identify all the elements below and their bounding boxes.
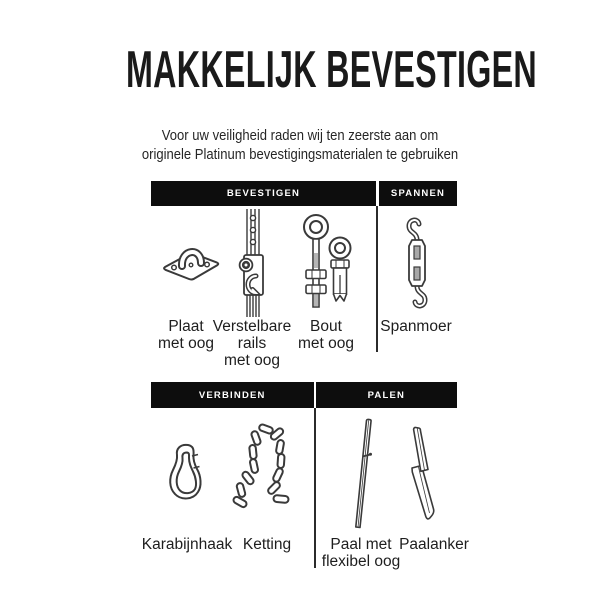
section-header-verbinden-label: VERBINDEN <box>198 389 266 401</box>
section-header-palen-label: PALEN <box>367 389 406 401</box>
label-line: met oog <box>223 352 280 369</box>
subtitle <box>30 127 570 165</box>
section-header-bevestigen <box>151 181 376 206</box>
item-label-bout-met-oog <box>276 318 376 352</box>
label-line: flexibel oog <box>321 553 401 570</box>
adjustable-rail-with-eye-icon <box>237 209 269 317</box>
plate-with-eye-icon <box>160 234 222 288</box>
pole-with-flexible-eye-icon <box>350 418 376 530</box>
turnbuckle-icon <box>401 214 433 312</box>
section-header-spannen-label: SPANNEN <box>390 188 446 199</box>
label-line: Karabijnhaak <box>141 536 233 553</box>
page-title <box>0 40 600 100</box>
label-line: Verstelbare <box>212 318 292 335</box>
section-header-bevestigen-label: BEVESTIGEN <box>226 188 301 199</box>
item-label-spanmoer <box>366 318 466 335</box>
carabiner-icon <box>167 443 205 501</box>
label-line: Spanmoer <box>380 318 452 335</box>
label-line: Paal met <box>330 536 392 553</box>
section-header-palen <box>316 382 457 408</box>
label-line: rails <box>237 335 267 352</box>
item-label-paalanker <box>384 536 484 553</box>
label-line: Bout <box>310 318 342 335</box>
label-line: met oog <box>157 335 214 352</box>
chain-icon <box>233 421 297 515</box>
label-line: Plaat <box>168 318 204 335</box>
page-title-text: MAKKELIJK BEVESTIGEN <box>125 41 538 99</box>
item-label-ketting <box>217 536 317 553</box>
ground-anchor-icon <box>400 423 440 522</box>
label-line: Ketting <box>242 536 292 553</box>
label-line: met oog <box>297 335 354 352</box>
section-header-verbinden <box>151 382 314 408</box>
subtitle-line-2: originele Platinum bevestigingsmaterialen te gebruiken <box>141 147 459 163</box>
eye-bolt-icon <box>300 213 354 315</box>
label-line: Paalanker <box>399 536 469 553</box>
section-header-spannen <box>379 181 457 206</box>
subtitle-line-1: Voor uw veiligheid raden wij ten zeerste aan om <box>161 128 439 144</box>
